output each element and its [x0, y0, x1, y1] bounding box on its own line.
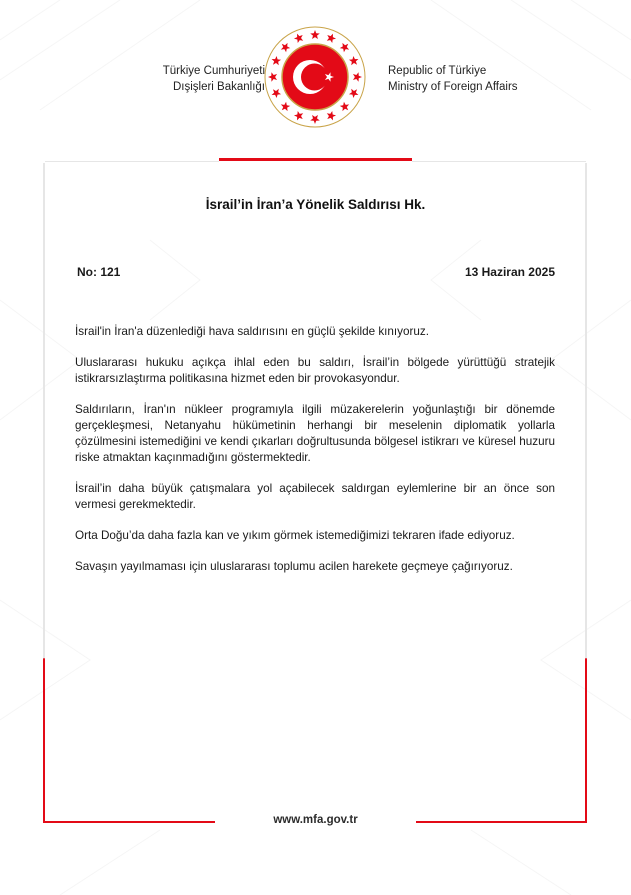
paragraph: Savaşın yayılmaması için uluslararası toplumu acilen harekete geçmeye çağırıyoruz. [75, 560, 513, 573]
frame-bottom-left [43, 821, 215, 823]
ministry-name-turkish-line2: Dışişleri Bakanlığı [172, 81, 265, 93]
frame-left [43, 163, 45, 823]
document-title: İsrail’in İran’a Yönelik Saldırısı Hk. [205, 197, 426, 212]
ministry-name-turkish [110, 63, 265, 95]
paragraph: İsrail’in daha büyük çatışmalara yol açabilecek saldırgan eylemlerine bir an önce son vermesi gerekmektedir. [75, 482, 555, 511]
frame-bottom-right [416, 821, 587, 823]
paragraph: Orta Doğu’da daha fazla kan ve yıkım görmek istemediğimizi tekraren ifade ediyoruz. [75, 529, 515, 542]
frame-right [585, 163, 587, 823]
footer-website-link[interactable]: www.mfa.gov.tr [273, 814, 358, 826]
statement-number: No: 121 [77, 265, 121, 279]
ministry-name-turkish-line1: Türkiye Cumhuriyeti [162, 65, 265, 77]
statement-date: 13 Haziran 2025 [464, 265, 555, 279]
header-divider [219, 158, 412, 161]
frame-top-left [45, 161, 219, 162]
ministry-name-english-line2: Ministry of Foreign Affairs [388, 81, 518, 93]
paragraph: İsrail'in İran'a düzenlediği hava saldırısını en güçlü şekilde kınıyoruz. [75, 325, 429, 338]
paragraph: Saldırıların, İran'ın nükleer programıyla ilgili müzakerelerin yoğunlaştığı bir dönemde gerçekleşmesi, Netanyahu hükümetinin herhangi bir meselenin diplomatik yollarla çözülmesini istemediğini ve kendi çıkarları doğrultusunda bölgesel istikrarı ve küresel huzuru riske atmaktan kaçınmadığını göstermektedir. [75, 403, 555, 464]
statement-body [75, 324, 555, 590]
ministry-name-english-line1: Republic of Türkiye [388, 65, 487, 77]
frame-top-right [412, 161, 586, 162]
paragraph: Uluslararası hukuku açıkça ihlal eden bu saldırı, İsrail’in bölgede yürüttüğü stratejik istikrarsızlaştırma politikasına hizmet eden bir provokasyondur. [75, 356, 555, 385]
ministry-name-english [388, 63, 548, 95]
ministry-seal-icon [263, 25, 367, 129]
